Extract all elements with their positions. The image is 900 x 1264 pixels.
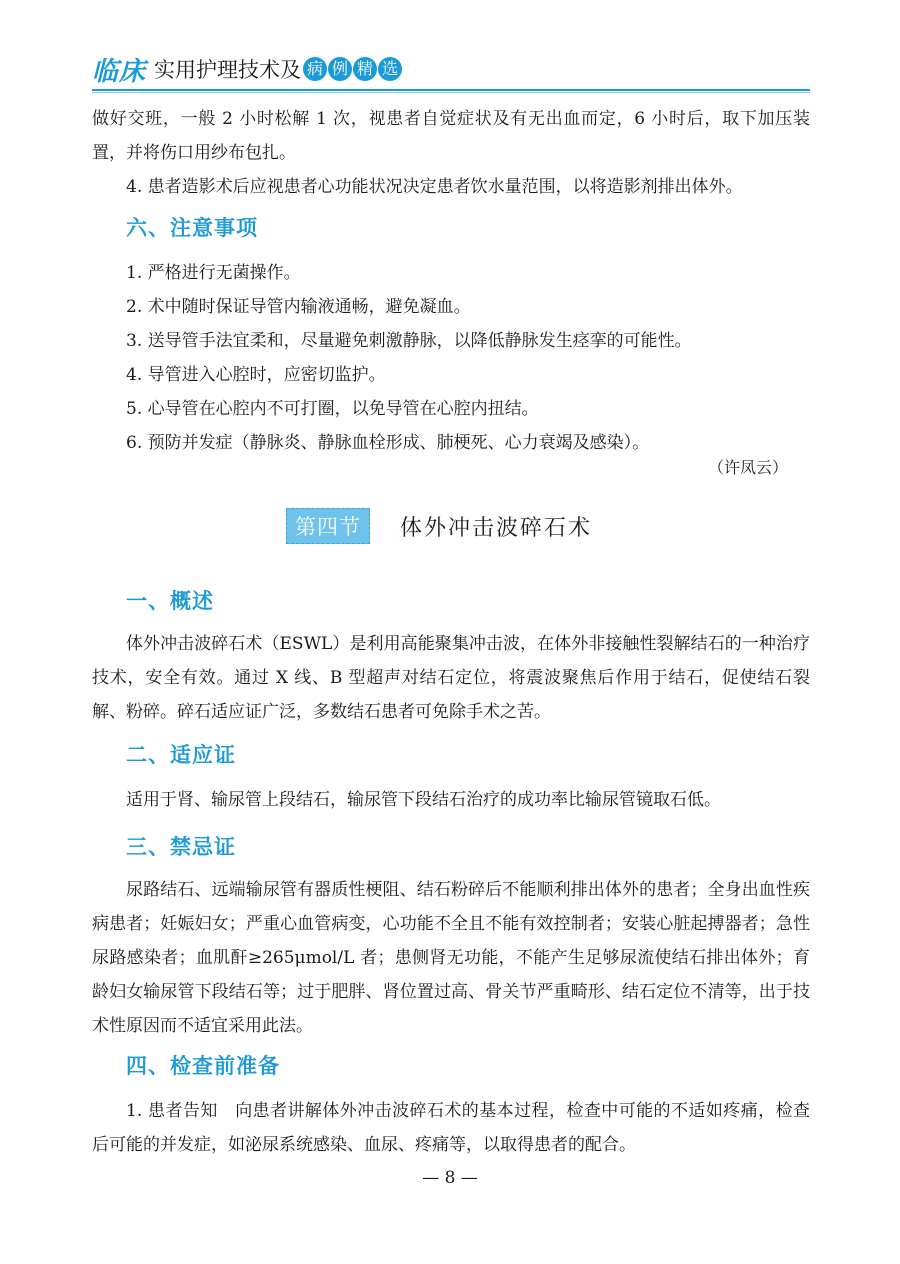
section-heading-contraindications: 三、禁忌证 [126, 835, 236, 859]
chapter-badge: 第四节 [286, 508, 370, 544]
list-item: 1. 严格进行无菌操作。 [126, 263, 301, 283]
contraindications-paragraph: 尿路结石、远端输尿管有器质性梗阻、结石粉碎后不能顺利排出体外的患者；全身出血性疾病患者；妊娠妇女；严重心血管病变，心功能不全且不能有效控制者；安装心脏起搏器者；急性尿路感染者；血肌酐≥265μmol/L 者；患侧肾无功能，不能产生足够尿流使结石排出体外；育龄妇女输尿管下段结石等；过于肥胖、肾位置过高、骨关节严重畸形、结石定位不清等，出于技术性原因而不适宜采用此法。 [92, 880, 810, 1036]
header-rule [92, 89, 810, 91]
page-number: — 8 — [422, 1168, 478, 1188]
header-pill-group [303, 57, 403, 81]
indications-body [92, 783, 810, 817]
header-pill-char: 例 [328, 57, 352, 81]
top-block [92, 102, 810, 204]
header-pill-char: 精 [353, 57, 377, 81]
header-subtitle: 实用护理技术及 [154, 58, 302, 82]
chapter-title: 体外冲击波碎石术 [400, 515, 593, 541]
indications-paragraph: 适用于肾、输尿管上段结石，输尿管下段结石治疗的成功率比输尿管镜取石低。 [126, 790, 721, 810]
contraindications-body [92, 873, 810, 1043]
chapter-heading [286, 508, 592, 544]
list-item: 6. 预防并发症（静脉炎、静脉血栓形成、肺梗死、心力衰竭及感染）。 [126, 433, 650, 453]
running-header [92, 52, 403, 86]
list-item: 4. 患者造影术后应视患者心功能状况决定患者饮水量范围，以将造影剂排出体外。 [126, 177, 743, 197]
prep-paragraph: 1. 患者告知 向患者讲解体外冲击波碎石术的基本过程，检查中可能的不适如疼痛，检查后可能的并发症，如泌尿系统感染、血尿、疼痛等，以取得患者的配合。 [92, 1101, 810, 1155]
header-brand: 临床 [92, 56, 147, 87]
overview-body [92, 627, 810, 729]
section-heading-overview: 一、概述 [126, 589, 214, 613]
header-pill-char: 病 [303, 57, 327, 81]
continued-paragraph: 做好交班，一般 2 小时松解 1 次，视患者自觉症状及有无出血而定，6 小时后，取下加压装置，并将伤口用纱布包扎。 [92, 109, 810, 163]
list-item: 4. 导管进入心腔时，应密切监护。 [126, 365, 386, 385]
header-pill-char: 选 [378, 57, 402, 81]
section-heading-prep: 四、检查前准备 [126, 1054, 280, 1078]
list-item: 5. 心导管在心腔内不可打圈，以免导管在心腔内扭结。 [126, 399, 539, 419]
list-item: 2. 术中随时保证导管内输液通畅，避免凝血。 [126, 297, 471, 317]
list-item: 3. 送导管手法宜柔和，尽量避免刺激静脉，以降低静脉发生痉挛的可能性。 [126, 331, 692, 351]
overview-paragraph: 体外冲击波碎石术（ESWL）是利用高能聚集冲击波，在体外非接触性裂解结石的一种治疗技术，安全有效。通过 X 线、B 型超声对结石定位，将震波聚焦后作用于结石，促使结石裂解、粉碎。碎石适应证广泛，多数结石患者可免除手术之苦。 [92, 634, 810, 722]
section-heading-notes: 六、注意事项 [126, 216, 258, 240]
author-credit: （许凤云） [707, 458, 788, 477]
section-heading-indications: 二、适应证 [126, 743, 236, 767]
notes-list [92, 256, 810, 460]
prep-body [92, 1094, 810, 1162]
header-rule-thin [92, 92, 810, 93]
